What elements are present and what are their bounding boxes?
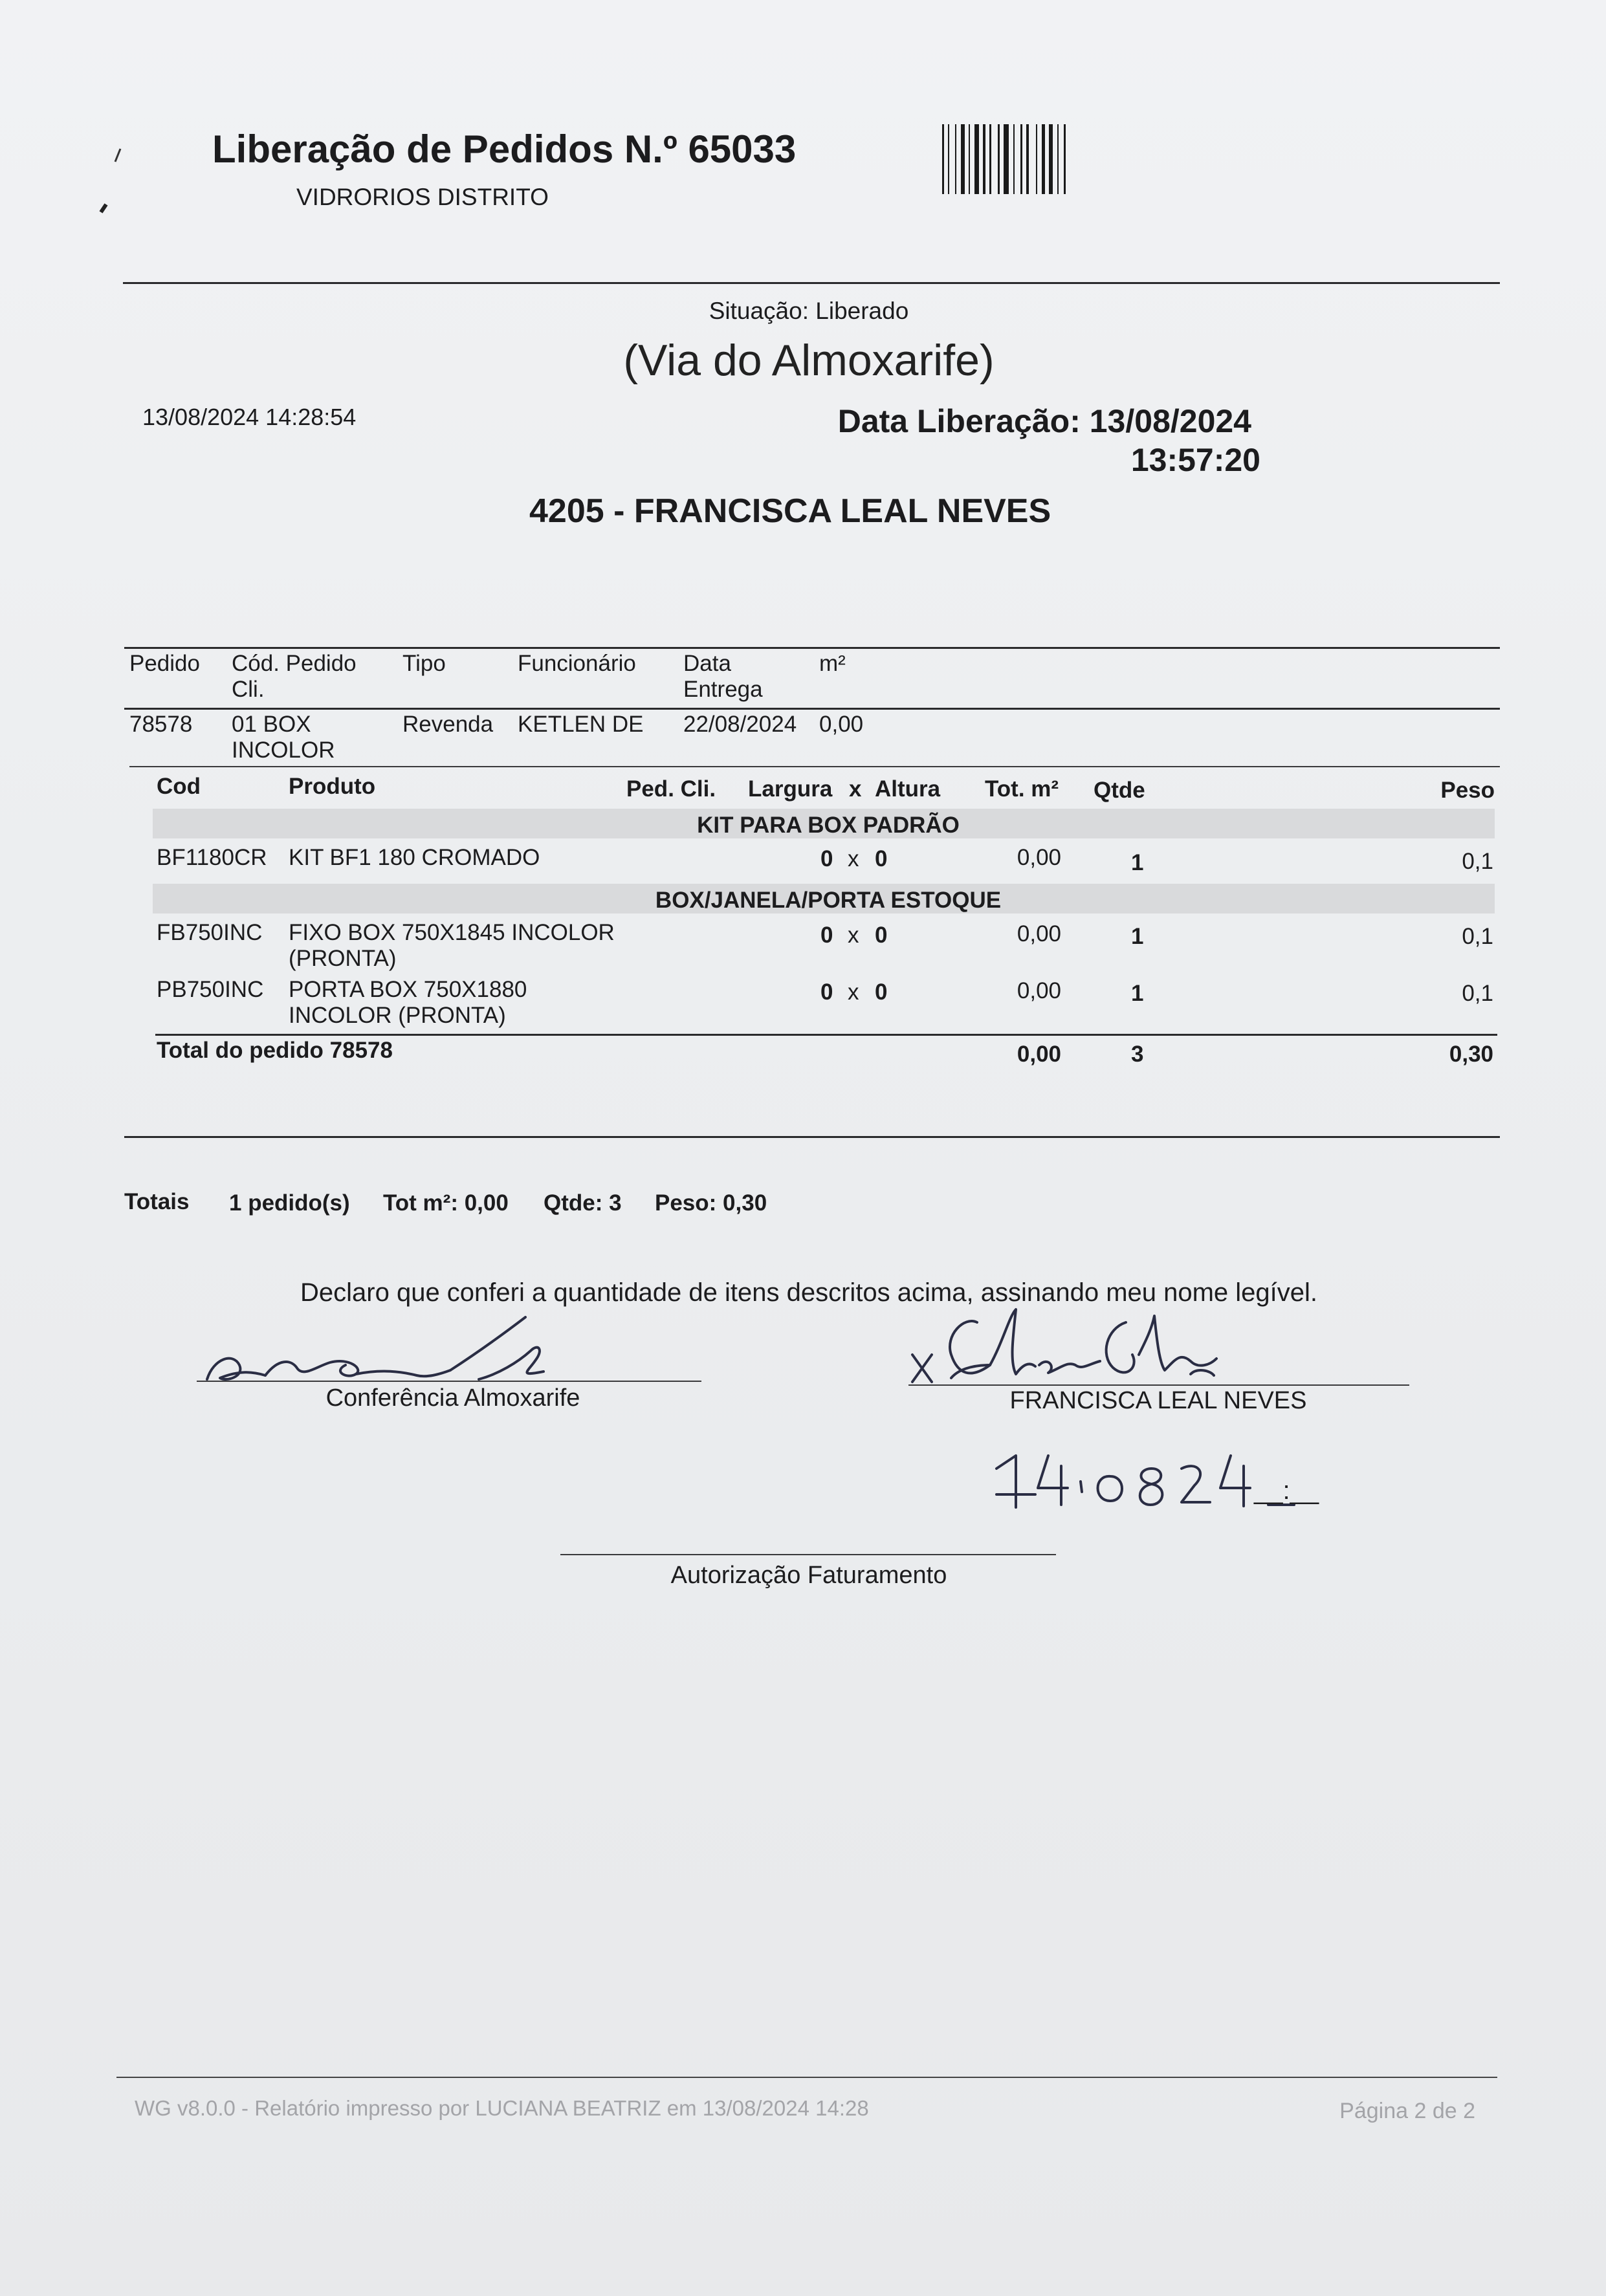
barcode-bar: [1013, 124, 1015, 194]
order-delivery-date: 22/08/2024: [683, 712, 797, 737]
barcode-bar: [1042, 124, 1045, 194]
item-x: x: [848, 923, 859, 948]
barcode: [940, 124, 1183, 194]
item-peso: 0,1: [1462, 981, 1493, 1006]
group-title: BOX/JANELA/PORTA ESTOQUE: [655, 888, 1002, 913]
item-altura: 0: [875, 979, 888, 1005]
col-tipo: Tipo: [402, 651, 446, 676]
item-altura: 0: [875, 923, 888, 948]
barcode-bar: [974, 124, 979, 194]
status-text: Situação: Liberado: [709, 298, 909, 324]
order-total-m2: 0,00: [1017, 1042, 1061, 1067]
items-col-cod: Cod: [157, 774, 201, 799]
items-col-x: x: [849, 776, 862, 802]
order-m2: 0,00: [819, 712, 864, 737]
item-produto: FIXO BOX 750X1845 INCOLOR (PRONTA): [289, 920, 615, 971]
barcode-bar: [969, 124, 970, 194]
footer-print-info: WG v8.0.0 - Relatório impresso por LUCIANA BEATRIZ em 13/08/2024 14:28: [135, 2096, 869, 2120]
barcode-bar: [1020, 124, 1022, 194]
items-col-qtde: Qtde: [1094, 778, 1145, 803]
barcode-bar: [989, 124, 991, 194]
item-peso: 0,1: [1462, 924, 1493, 949]
item-cod: BF1180CR: [157, 845, 267, 870]
item-cod: PB750INC: [157, 977, 264, 1002]
order-total-qtde: 3: [1131, 1042, 1144, 1067]
col-m2: m²: [819, 651, 846, 676]
items-col-tot-m2: Tot. m²: [985, 776, 1059, 802]
barcode-bar: [1026, 124, 1029, 194]
item-tot-m2: 0,00: [1017, 921, 1061, 946]
footer-rule: [116, 2077, 1497, 2078]
item-qtde: 1: [1131, 850, 1144, 875]
totals-orders: 1 pedido(s): [229, 1190, 350, 1216]
order-total-peso: 0,30: [1449, 1042, 1493, 1067]
order-type: Revenda: [402, 712, 494, 737]
item-produto: PORTA BOX 750X1880 INCOLOR (PRONTA): [289, 977, 527, 1028]
item-largura: 0: [820, 923, 833, 948]
barcode-bar: [1049, 124, 1053, 194]
order-total-label: Total do pedido 78578: [157, 1038, 393, 1063]
totals-m2: Tot m²: 0,00: [383, 1190, 509, 1216]
authorization-label: Autorização Faturamento: [670, 1562, 947, 1589]
order-number: 78578: [129, 712, 193, 737]
col-data-entrega: Data Entrega: [683, 651, 763, 702]
order-client-code: 01 BOX INCOLOR: [232, 712, 335, 763]
document-title: Liberação de Pedidos N.º 65033: [212, 127, 797, 171]
right-signature-label: FRANCISCA LEAL NEVES: [1009, 1387, 1307, 1414]
group-title: KIT PARA BOX PADRÃO: [697, 813, 960, 838]
time-placeholder: __:__: [1254, 1476, 1319, 1505]
items-col-largura: Largura: [748, 776, 833, 802]
barcode-bar: [942, 124, 944, 194]
totals-qtde: Qtde: 3: [544, 1190, 622, 1216]
item-cod: FB750INC: [157, 920, 263, 945]
authorization-line: [560, 1554, 1056, 1555]
totals-peso: Peso: 0,30: [655, 1190, 767, 1216]
order-row-rule: [129, 766, 1500, 767]
item-altura: 0: [875, 846, 888, 871]
printed-datetime: 13/08/2024 14:28:54: [142, 404, 357, 430]
barcode-bar: [983, 124, 985, 194]
section-divider: [124, 1136, 1500, 1138]
client-name: 4205 - FRANCISCA LEAL NEVES: [529, 492, 1051, 530]
left-signature-label: Conferência Almoxarife: [325, 1384, 580, 1412]
items-col-produto: Produto: [289, 774, 376, 799]
company-name: VIDRORIOS DISTRITO: [296, 184, 549, 210]
declaration-text: Declaro que conferi a quantidade de itens descritos acima, assinando meu nome legível.: [300, 1278, 1318, 1307]
page-number: Página 2 de 2: [1339, 2099, 1475, 2123]
items-col-altura: Altura: [875, 776, 941, 802]
barcode-bar: [998, 124, 1000, 194]
item-tot-m2: 0,00: [1017, 845, 1061, 870]
item-tot-m2: 0,00: [1017, 978, 1061, 1003]
item-x: x: [848, 979, 859, 1005]
barcode-bar: [1004, 124, 1009, 194]
col-funcionario: Funcionário: [518, 651, 636, 676]
item-x: x: [848, 846, 859, 871]
header-divider: [123, 282, 1500, 284]
barcode-bar: [948, 124, 949, 194]
item-qtde: 1: [1131, 981, 1144, 1006]
copy-type: (Via do Almoxarife): [623, 336, 995, 385]
barcode-bar: [955, 124, 956, 194]
order-table-top-rule: [124, 647, 1500, 649]
col-pedido: Pedido: [129, 651, 200, 676]
barcode-bar: [1064, 124, 1066, 194]
handwritten-signature-right: [906, 1303, 1242, 1394]
items-col-ped-cli: Ped. Cli.: [626, 776, 716, 802]
items-col-peso: Peso: [1440, 778, 1495, 803]
barcode-bar: [961, 124, 965, 194]
signature-line-left: [197, 1381, 701, 1382]
item-produto: KIT BF1 180 CROMADO: [289, 845, 540, 870]
item-largura: 0: [820, 979, 833, 1005]
order-table-header-rule: [124, 708, 1500, 710]
scan-mark: [97, 142, 136, 220]
handwritten-signature-left: [194, 1307, 621, 1397]
item-largura: 0: [820, 846, 833, 871]
barcode-bar: [1057, 124, 1059, 194]
item-peso: 0,1: [1462, 849, 1493, 874]
release-date: Data Liberação: 13/08/2024: [837, 403, 1251, 439]
order-employee: KETLEN DE: [518, 712, 644, 737]
item-qtde: 1: [1131, 924, 1144, 949]
total-rule: [155, 1034, 1497, 1036]
barcode-bar: [1036, 124, 1037, 194]
release-time: 13:57:20: [1130, 442, 1260, 478]
totals-label: Totais: [124, 1189, 190, 1214]
signature-line-right: [908, 1384, 1409, 1386]
col-cod-pedido-cli: Cód. Pedido Cli.: [232, 651, 357, 702]
